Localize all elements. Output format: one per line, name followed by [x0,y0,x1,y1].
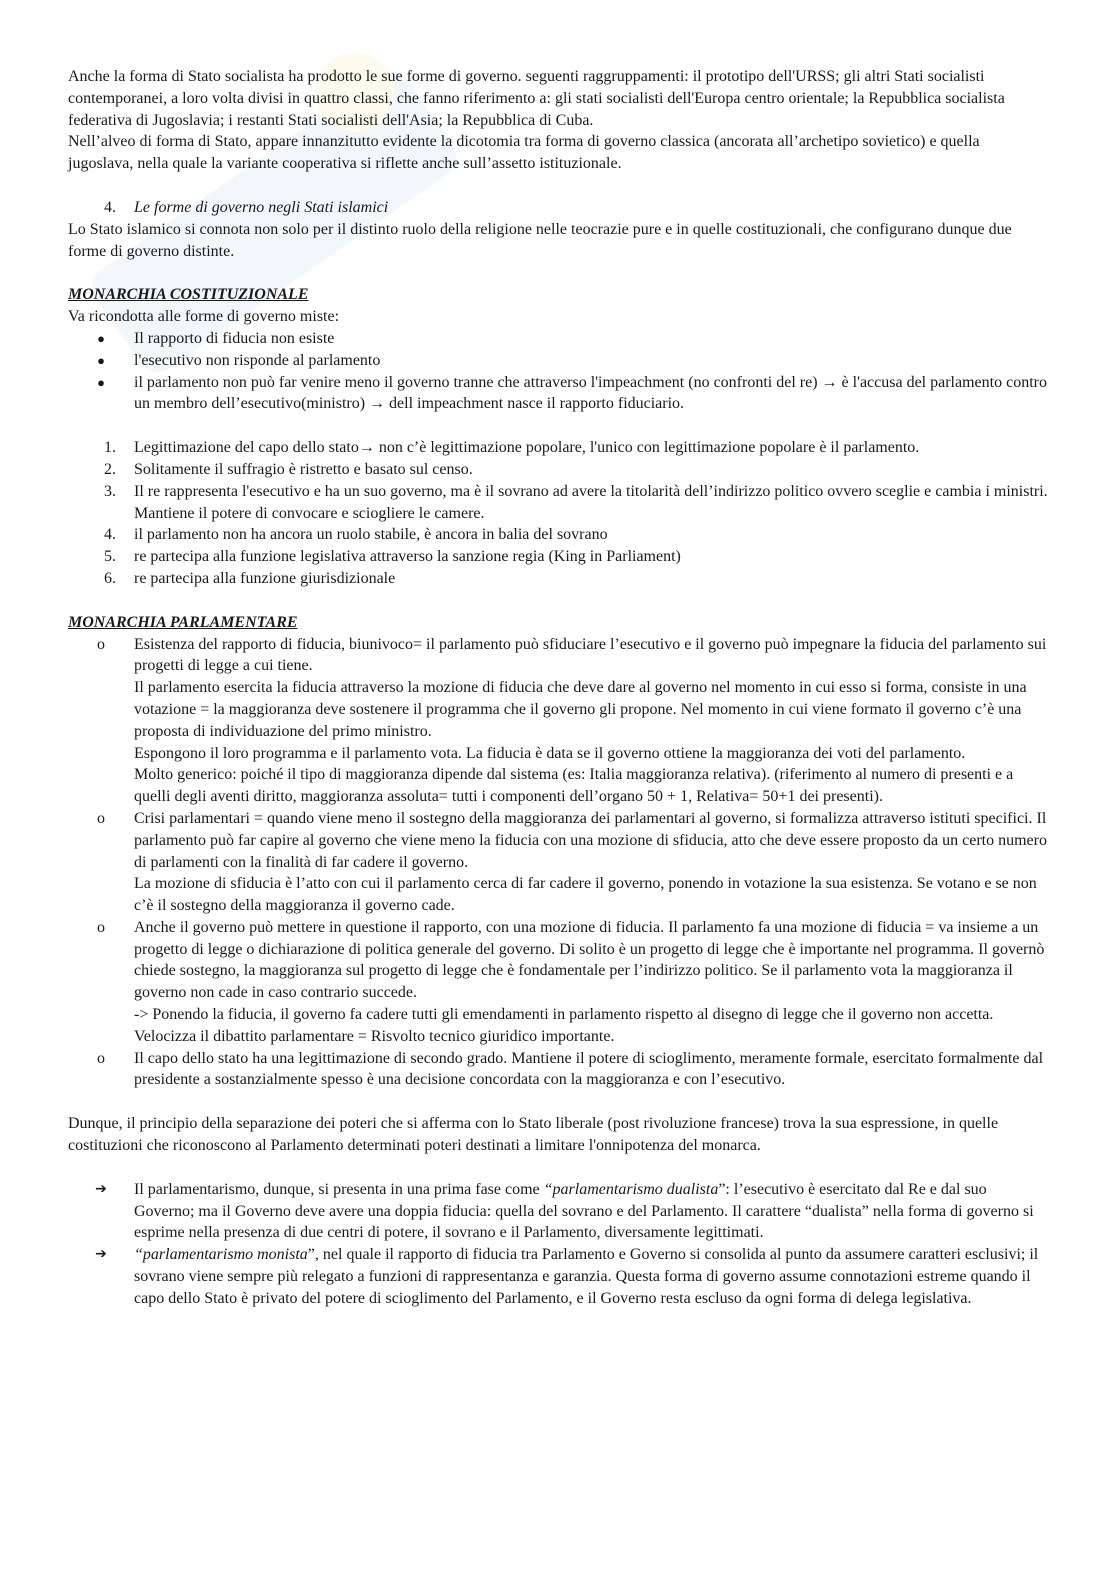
list-item: o Esistenza del rapporto di fiducia, biunivoco= il parlamento può sfiduciare l’esecutivo e il governo può impegnare la fiducia del parlamento sui progetti di legge a cui tiene. Il parlamento esercita la fiducia attraverso la mozione di fiducia che deve dare al governo nel momento in cui esso si forma, consiste in una votazione = la maggioranza deve sostenere il programma che il governo gli propone. Nel momento in cui viene formato il governo c’è una proposta di individuazione del primo ministro. Espongono il loro programma e il parlamento vota. La fiducia è data se il governo ottiene la maggioranza dei voti del parlamento. Molto generico: poiché il tipo di maggioranza dipende dal sistema (es: Italia maggioranza relativa). (riferimento al numero di presenti e a quelli degli aventi diritto, maggioranza assoluta= tutti i componenti dell’organo 50 + 1, Relativa= 50+1 dei presenti). [68,634,1048,808]
list-item: o Il capo dello stato ha una legittimazione di secondo grado. Mantiene il potere di scioglimento, meramente formale, esercitato formalmente dal presidente a sostanzialmente spesso è una decisione concordata con la maggioranza e con l’esecutivo. [68,1048,1048,1092]
circle-marker-icon: o [97,1049,105,1067]
list-item: o Crisi parlamentari = quando viene meno il sostegno della maggioranza dei parlamentari al governo, si formalizza attraverso istituti specifici. Il parlamento può far capire al governo che viene meno la fiducia con una mozione di sfiducia, atto che deve essere proposto da un certo numero di parlamenti con la finalità di far cadere il governo. La mozione di sfiducia è l’atto con cui il parlamento cerca di far cadere il governo, ponendo in votazione la sua esistenza. Se votano e se non c’è il sostegno della maggioranza il governo cade. [68,808,1048,917]
arrow-right-icon: ➔ [95,1246,107,1263]
list-item: ➔ “parlamentarismo monista”, nel quale il rapporto di fiducia tra Parlamento e Governo si consolida al punto da assumere caratteri esclusivi; il sovrano viene sempre più relegato a funzioni di rappresentanza e garanzia. Questa forma di governo assume connotazioni estreme quando il capo dello Stato è privato del potere di scioglimento del Parlamento, e il Governo resta escluso da ogni forma di delega legislativa. [68,1244,1048,1309]
bullet-dot-icon: ● [97,374,105,390]
intro-paragraph-2: Nell’alveo di forma di Stato, appare innanzitutto evidente la dicotomia tra forma di governo classica (ancorata all’archetipo sovietico) e quella jugoslava, nella quale la variante cooperativa si riflette anche sull’assetto istituzionale. [68,133,980,173]
circle-marker-icon: o [97,635,105,653]
bullet-dot-icon: ● [97,352,105,368]
numbered-list [68,437,1048,590]
list-item: 6. re partecipa alla funzione giurisdizionale [104,569,396,587]
monarchia-costituzionale-lead: Va ricondotta alle forme di governo miste: [68,308,340,326]
section-4-title: Le forme di governo negli Stati islamici [134,198,389,216]
bullet-list [68,328,1048,415]
intro-paragraph-1: Anche la forma di Stato socialista ha prodotto le sue forme di governo. seguenti raggruppamenti: il prototipo dell'URSS; gli altri Stati socialisti contemporanei, a loro volta divisi in quattro classi, che fanno riferimento a: gli stati socialisti dell'Europa centro orientale; la Repubblica socialista federativa di Jugoslavia; i restanti Stati socialisti dell'Asia; la Repubblica di Cuba. [68,68,1005,129]
list-item: 2. Solitamente il suffragio è ristretto e basato sul censo. [104,460,473,478]
circle-marker-icon: o [97,809,105,827]
list-item: 5. re partecipa alla funzione legislativa attraverso la sanzione regia (King in Parliament) [104,548,681,566]
list-item: 1. Legittimazione del capo dello stato→ non c’è legittimazione popolare, l'unico con legittimazione popolare è il parlamento. [104,439,920,457]
list-item: o Anche il governo può mettere in questione il rapporto, con una mozione di fiducia. Il parlamento fa una mozione di fiducia = va insieme a un progetto di legge o dichiarazione di politica generale del governo. Di solito è un progetto di legge che è importante nel programma. Il governò chiede sostegno, la maggioranza sul progetto di legge che è fondamentale per l’indirizzo politico. Se il parlamento vota la maggioranza il governo non cade in caso contrario succede. -> Ponendo la fiducia, il governo fa cadere tutti gli emendamenti in parlamento rispetto al disegno di legge che il governo non accetta. Velocizza il dibattito parlamentare = Risvolto tecnico giuridico importante. [68,917,1048,1048]
arrow-right-icon: ➔ [95,1180,107,1197]
circle-marker-icon: o [97,918,105,936]
list-item: ➔ Il parlamentarismo, dunque, si presenta in una prima fase come “parlamentarismo dualista”: l’esecutivo è esercitato dal Re e dal suo Governo; ma il Governo deve avere una doppia fiducia: quella del sovrano e del Parlamento. Il carattere “dualista” nella forma di governo si esprime nella presenza di due centri di potere, il sovrano e il Parlamento, diversamente legittimati. [68,1179,1048,1244]
section-4-heading [68,197,1048,219]
bullet-dot-icon: ● [97,330,105,346]
list-item: ● il parlamento non può far venire meno il governo tranne che attraverso l'impeachment (no confronti del re) → è l'accusa del parlamento contro un membro dell’esecutivo(ministro) → dell impeachment nasce il rapporto fiduciario. [68,372,1048,416]
list-item: ● Il rapporto di fiducia non esiste [68,328,1048,350]
circle-list [68,634,1048,1092]
heading-monarchia-costituzionale: MONARCHIA COSTITUZIONALE [68,286,309,304]
list-item: 4. il parlamento non ha ancora un ruolo stabile, è ancora in balia del sovrano [104,526,608,544]
list-item: ● l'esecutivo non risponde al parlamento [68,350,1048,372]
list-item: 3. Il re rappresenta l'esecutivo e ha un suo governo, ma è il sovrano ad avere la titolarità dell’indirizzo politico ovvero sceglie e cambia i ministri. Mantiene il potere di convocare e sciogliere le camere. [104,482,1048,522]
document-page [68,66,1048,1310]
section-4-text: Lo Stato islamico si connota non solo per il distinto ruolo della religione nelle teocrazie pure e in quelle costituzionali, che configurano dunque due forme di governo distinte. [68,220,1012,260]
heading-monarchia-parlamentare: MONARCHIA PARLAMENTARE [68,613,298,631]
section-4-number: 4. [104,198,116,216]
arrow-list [68,1179,1048,1310]
conclusion-paragraph: Dunque, il principio della separazione dei poteri che si afferma con lo Stato liberale (post rivoluzione francese) trova la sua espressione, in quelle costituzioni che riconoscono al Parlamento determinati poteri destinati a limitare l'onnipotenza del monarca. [68,1115,999,1155]
